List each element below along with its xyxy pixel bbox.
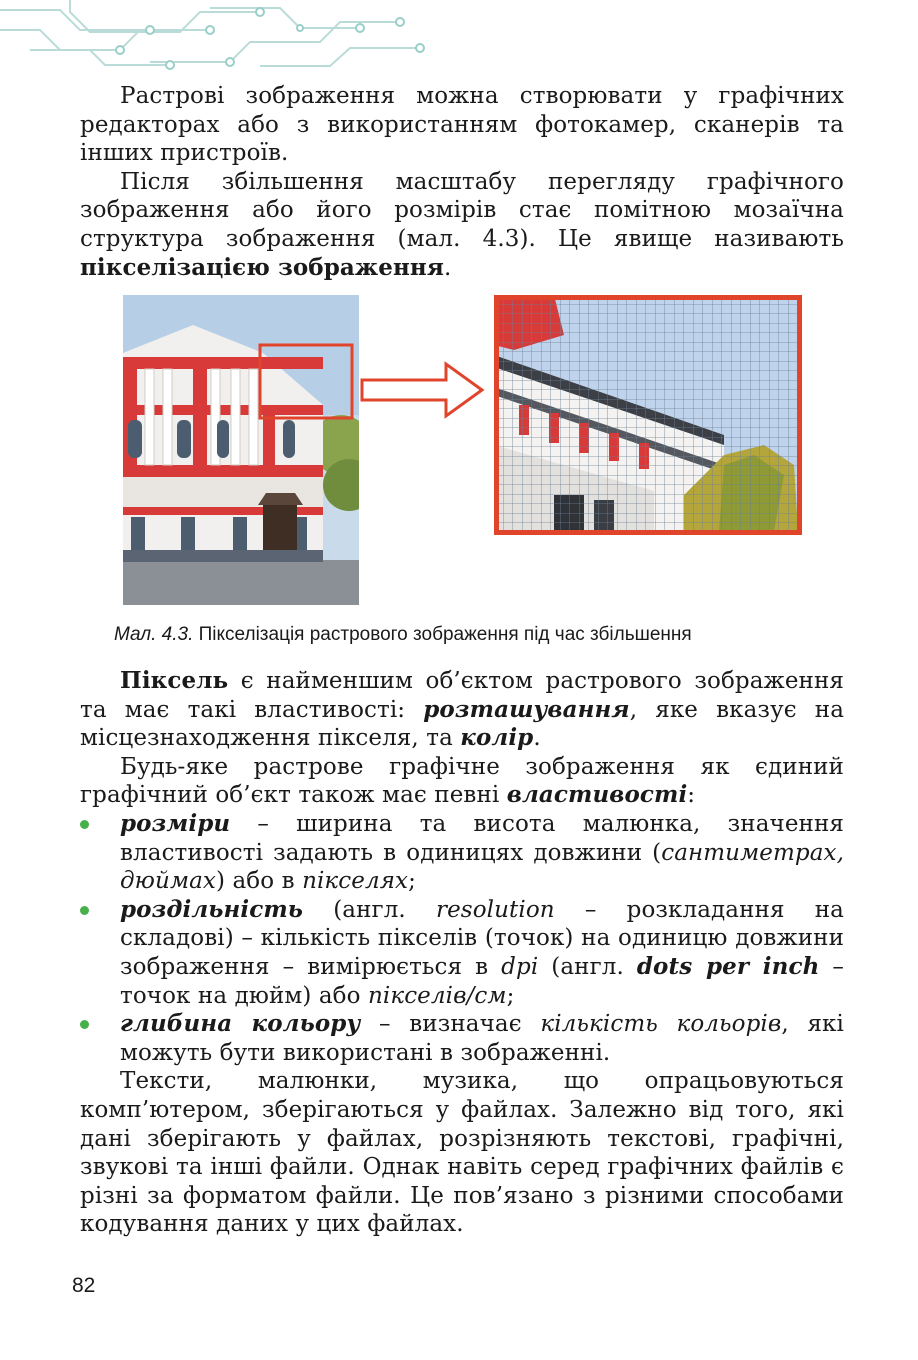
text: – ширина та висота малюнка, значення властивості задають в одиницях довжини ( [120,810,844,866]
bullet-icon [80,820,89,829]
paragraph-properties [80,753,844,810]
list-item-resolution [80,896,844,1010]
text: , яке вказує на місцезнаходження пікселя, та [80,696,845,752]
circuit-decoration [0,0,430,72]
paragraph-pixel [80,667,844,753]
text: . [443,254,452,281]
text: ; [506,982,515,1009]
term-size: розміри [120,809,231,837]
text-italic: пікселях [302,868,409,895]
paragraph-files: Тексти, малюнки, музика, що опрацьовуються комп’ютером, зберігаються у файлах. Залежно від того, які дані зберігають у файлах, розрізняють текстові, графічні, звукові та інші файли. Однак навіть серед графічних файлів є різні за форматом файли. Це пов’язано з різними способами кодування даних у цих файлах. [80,1068,844,1238]
text-block-top [80,82,844,282]
text: є найменшим об’єктом растрового зображення та має такі властивості: [80,668,844,723]
bullet-icon [80,1020,89,1029]
list-item-color-depth [80,1010,844,1067]
text: Після збільшення масштабу перегляду графічного зображення або його розмірів стає помітною мозаїчна структура зображення (мал. 4.3). Це явище називають [80,168,844,252]
term-position: розташування [423,695,630,723]
text-italic: сантиметрах, дюймах [120,839,844,895]
text: Будь-яке растрове графічне зображення як єдиний графічний об’єкт також має певні [80,753,844,809]
text-italic: кількість кольорів [540,1011,782,1038]
term-properties: властивості [506,781,688,809]
caption-text: Пікселізація растрового зображення під час збільшення [193,624,692,645]
pixelated-zoom [494,295,802,535]
text: – визначає [360,1011,541,1038]
bullet-icon [80,906,89,915]
figure-caption [114,622,834,648]
paragraph-raster-creation: Растрові зображення можна створювати у графічних редакторах або з використанням фотокамер, сканерів та інших пристроїв. [80,83,844,167]
paragraph-pixelization [80,168,844,282]
properties-list [80,810,844,1067]
term-pixelization: пікселізацією зображення [80,253,444,281]
list-item-size [80,810,844,896]
text-italic: пікселів/см [367,982,507,1009]
term-color-depth: глибина кольору [120,1010,361,1038]
text: ) або в [216,868,303,895]
text: ; [408,868,416,895]
text-italic: dpi [501,953,539,980]
text-bold-italic: dots per inch [636,952,820,980]
building-photo [123,295,359,605]
term-pixel: Піксель [120,667,229,694]
text: – розкладання на складові) – кількість пікселів (точок) на одиницю довжини зображення – вимірюється в [120,896,844,980]
text: . [533,725,541,752]
caption-label: Мал. 4.3. [114,624,194,645]
text-block-bottom [80,667,844,1239]
text: , які можуть бути використані в зображенні. [120,1011,844,1066]
text: (англ. [303,896,436,923]
term-color: колір [460,724,534,752]
term-resolution: роздільність [120,895,304,923]
text: : [687,782,696,809]
text: – точок на дюйм) або [120,953,844,1009]
arrow-right-icon [358,360,488,420]
page-number: 82 [72,1274,96,1297]
text: (англ. [538,953,637,980]
text-italic: resolution [436,896,555,923]
